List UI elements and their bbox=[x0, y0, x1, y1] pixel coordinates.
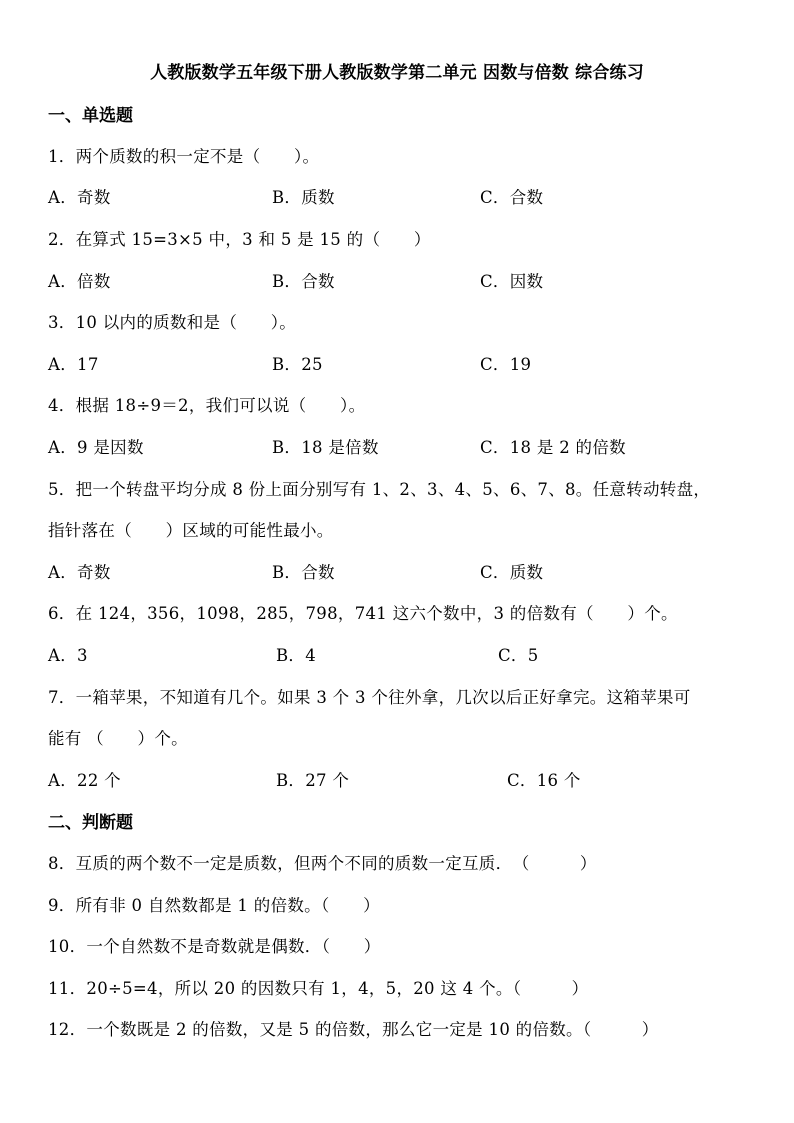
question-7-line-2: 能有 （ ）个。 bbox=[48, 729, 188, 748]
question-1: 1．两个质数的积一定不是（ ）。 bbox=[48, 147, 320, 166]
page-title: 人教版数学五年级下册人教版数学第二单元 因数与倍数 综合练习 bbox=[150, 63, 644, 83]
question-2: 2．在算式 15=3×5 中，3 和 5 是 15 的（ ） bbox=[48, 230, 431, 249]
section-heading-true-false: 二、判断题 bbox=[48, 813, 133, 833]
question-1-option-c: C．合数 bbox=[480, 188, 544, 207]
question-5-option-b: B．合数 bbox=[272, 563, 335, 582]
question-3-option-b: B．25 bbox=[272, 355, 323, 374]
question-7-line-1: 7．一箱苹果，不知道有几个。如果 3 个 3 个往外拿，几次以后正好拿完。这箱苹果可 bbox=[48, 688, 691, 707]
question-6: 6．在 124，356，1098，285，798，741 这六个数中，3 的倍数有（ ）个。 bbox=[48, 604, 678, 623]
question-5-option-c: C．质数 bbox=[480, 563, 544, 582]
question-6-option-b: B．4 bbox=[276, 646, 317, 665]
question-12: 12．一个数既是 2 的倍数，又是 5 的倍数，那么它一定是 10 的倍数。（ ） bbox=[48, 1020, 659, 1039]
question-11: 11．20÷5=4，所以 20 的因数只有 1，4，5，20 这 4 个。（ ） bbox=[48, 979, 589, 998]
question-5-option-a: A．奇数 bbox=[48, 563, 111, 582]
question-9: 9．所有非 0 自然数都是 1 的倍数。（ ） bbox=[48, 896, 380, 915]
question-5-line-1: 5．把一个转盘平均分成 8 份上面分别写有 1、2、3、4、5、6、7、8。任意转动转盘， bbox=[48, 480, 711, 499]
question-7-option-b: B．27 个 bbox=[276, 771, 350, 790]
section-heading-single-choice: 一、单选题 bbox=[48, 106, 133, 126]
question-5-line-2: 指针落在（ ）区域的可能性最小。 bbox=[48, 521, 334, 540]
question-2-option-b: B．合数 bbox=[272, 272, 335, 291]
question-2-option-a: A．倍数 bbox=[48, 272, 111, 291]
question-3-option-a: A．17 bbox=[48, 355, 99, 374]
question-1-option-b: B．质数 bbox=[272, 188, 335, 207]
question-2-option-c: C．因数 bbox=[480, 272, 544, 291]
question-6-option-a: A．3 bbox=[48, 646, 88, 665]
question-4-option-c: C．18 是 2 的倍数 bbox=[480, 438, 626, 457]
question-1-option-a: A．奇数 bbox=[48, 188, 111, 207]
question-10: 10．一个自然数不是奇数就是偶数．（ ） bbox=[48, 937, 381, 956]
question-7-option-c: C．16 个 bbox=[507, 771, 581, 790]
question-3-option-c: C．19 bbox=[480, 355, 532, 374]
question-4-option-a: A．9 是因数 bbox=[48, 438, 144, 457]
question-7-option-a: A．22 个 bbox=[48, 771, 121, 790]
question-3: 3．10 以内的质数和是（ ）。 bbox=[48, 313, 297, 332]
question-6-option-c: C．5 bbox=[498, 646, 539, 665]
question-4-option-b: B．18 是倍数 bbox=[272, 438, 379, 457]
question-8: 8．互质的两个数不一定是质数，但两个不同的质数一定互质． （ ） bbox=[48, 854, 597, 873]
question-4: 4．根据 18÷9＝2，我们可以说（ ）。 bbox=[48, 396, 366, 415]
